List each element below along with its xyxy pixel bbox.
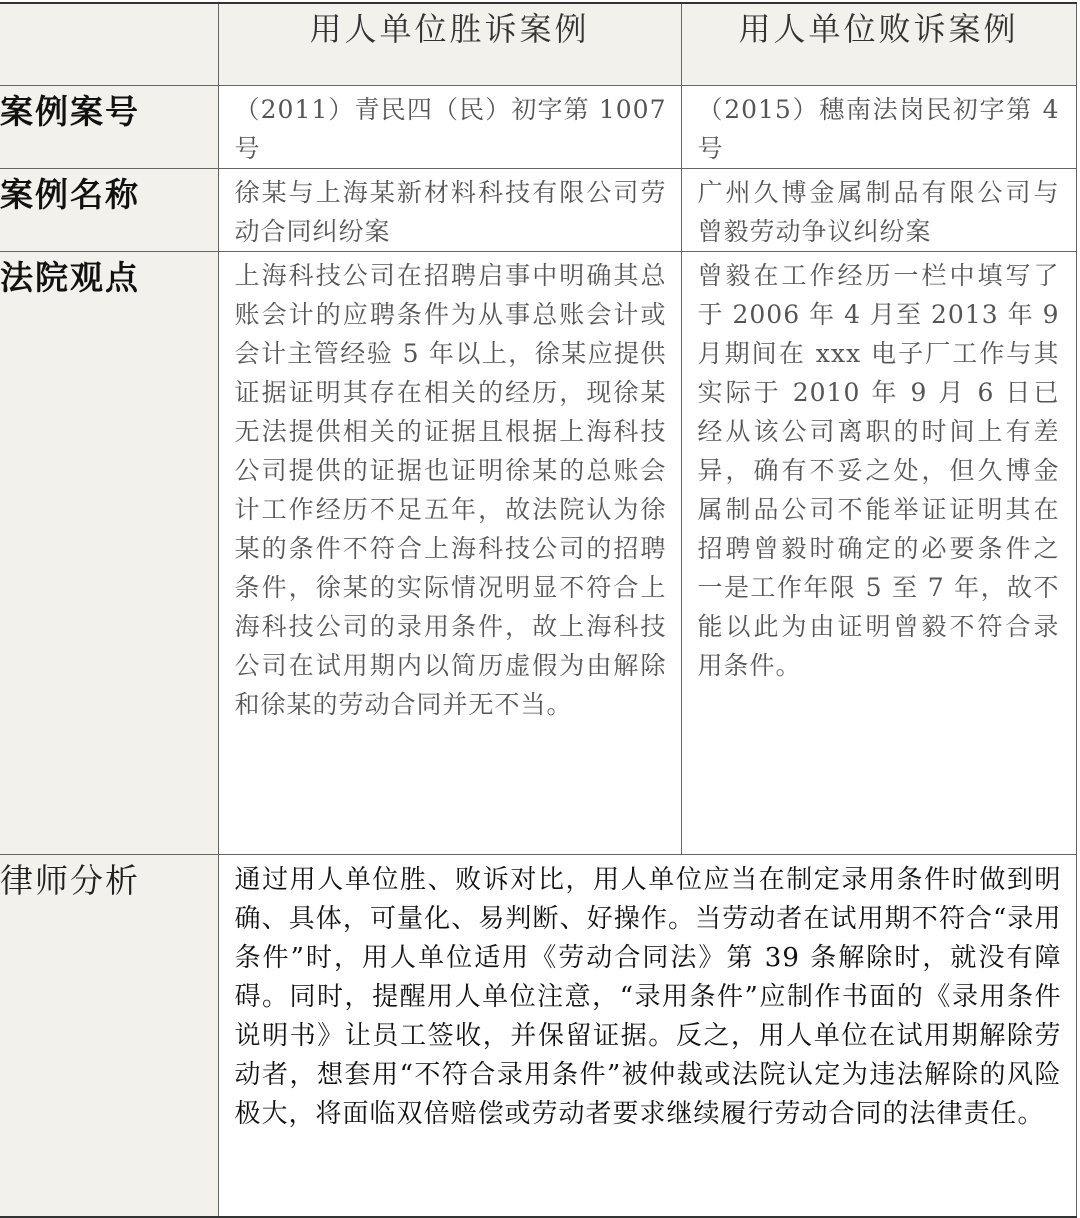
table-row-lawyer-analysis: [0, 854, 1076, 1217]
header-lose-column: 用人单位败诉案例: [681, 3, 1076, 85]
case-comparison-table: [0, 2, 1077, 1218]
row-label-case-number: 案例案号: [0, 85, 218, 168]
table-row-case-name: [0, 168, 1076, 251]
win-case-number-text: （2011）青民四（民）初字第 1007 号: [234, 94, 667, 163]
cell-lose-court-opinion: [681, 251, 1076, 854]
row-label-lawyer-analysis: 律师分析: [0, 854, 218, 1217]
lose-case-number-text: （2015）穗南法岗民初字第 4 号: [697, 94, 1060, 163]
win-case-name-text: 徐某与上海某新材料科技有限公司劳动合同纠纷案: [234, 177, 667, 246]
header-corner-cell: [0, 3, 218, 85]
lose-court-opinion-text: 曾毅在工作经历一栏中填写了于 2006 年 4 月至 2013 年 9 月期间在 xxx 电子厂工作与其实际于 2010 年 9 月 6 日已经从该公司离职的时间上有差异，确有不妥之处，但久博金属制品公司不能举证证明其在招聘曾毅时确定的必要条件之一是工作年限 5 至 7 年，故不能以此为由证明曾毅不符合录用条件。: [697, 260, 1060, 680]
cell-win-case-name: [218, 168, 681, 251]
table-header-row: [0, 3, 1076, 85]
cell-lawyer-analysis: [218, 854, 1076, 1217]
row-label-case-name: 案例名称: [0, 168, 218, 251]
cell-lose-case-number: [681, 85, 1076, 168]
header-win-column: 用人单位胜诉案例: [218, 3, 681, 85]
table-row-court-opinion: [0, 251, 1076, 854]
lose-case-name-text: 广州久博金属制品有限公司与曾毅劳动争议纠纷案: [697, 177, 1060, 246]
table-row-case-number: [0, 85, 1076, 168]
cell-win-case-number: [218, 85, 681, 168]
cell-win-court-opinion: [218, 251, 681, 854]
row-label-court-opinion: 法院观点: [0, 251, 218, 854]
cell-lose-case-name: [681, 168, 1076, 251]
lawyer-analysis-text: 通过用人单位胜、败诉对比，用人单位应当在制定录用条件时做到明确、具体，可量化、易判断、好操作。当劳动者在试用期不符合“录用条件”时，用人单位适用《劳动合同法》第 39 条解除时，就没有障碍。同时，提醒用人单位注意，“录用条件”应制作书面的《录用条件说明书》让员工签收，并保留证据。反之，用人单位在试用期解除劳动者，想套用“不符合录用条件”被仲裁或法院认定为违法解除的风险极大，将面临双倍赔偿或劳动者要求继续履行劳动合同的法律责任。: [234, 864, 1062, 1129]
win-court-opinion-text: 上海科技公司在招聘启事中明确其总账会计的应聘条件为从事总账会计或会计主管经验 5 年以上，徐某应提供证据证明其存在相关的经历，现徐某无法提供相关的证据且根据上海科技公司提供的证据也证明徐某的总账会计工作经历不足五年，故法院认为徐某的条件不符合上海科技公司的招聘条件，徐某的实际情况明显不符合上海科技公司的录用条件，故上海科技公司在试用期内以简历虚假为由解除和徐某的劳动合同并无不当。: [234, 260, 667, 719]
